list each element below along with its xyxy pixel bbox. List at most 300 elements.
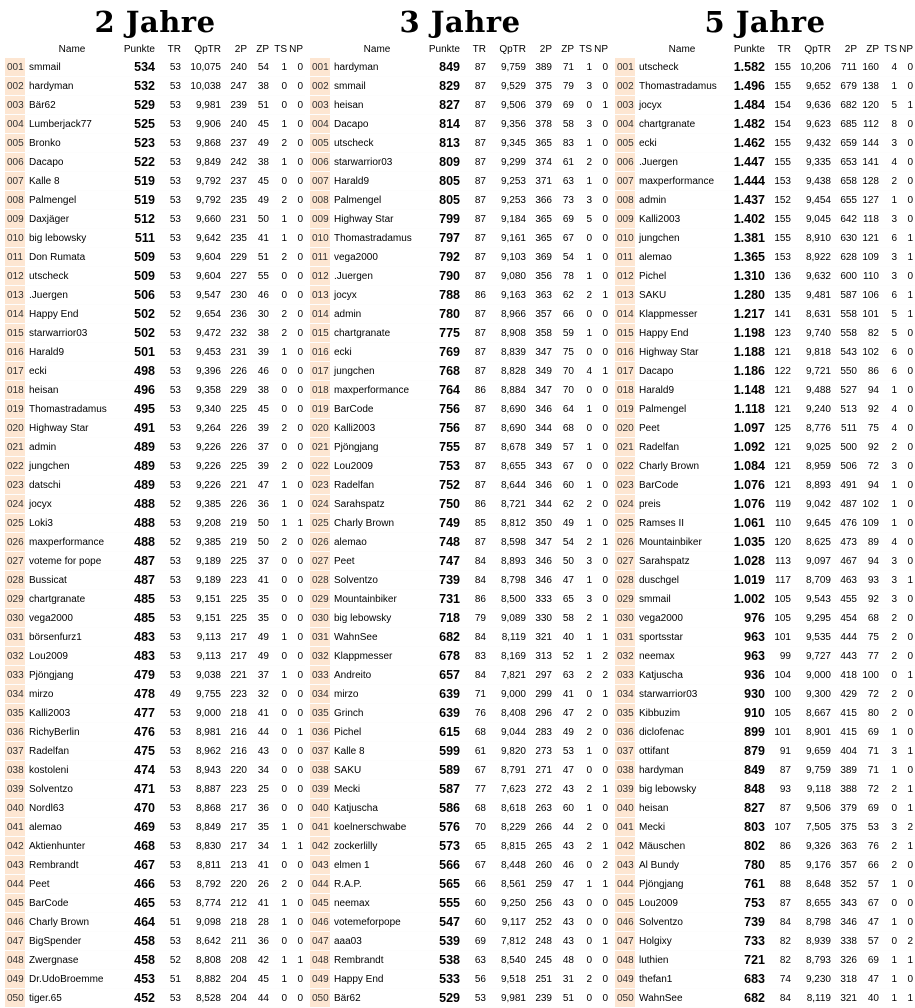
name-cell: jungchen xyxy=(330,362,424,381)
np-cell: 0 xyxy=(289,229,305,248)
zp-cell: 47 xyxy=(554,761,576,780)
qptr-cell: 8,655 xyxy=(793,894,833,913)
name-cell: votemeforpope xyxy=(330,913,424,932)
points-cell: 522 xyxy=(119,153,159,172)
tr-cell: 84 xyxy=(464,628,488,647)
rank-cell: 012 xyxy=(5,267,25,286)
2p-cell: 366 xyxy=(528,191,554,210)
2p-cell: 220 xyxy=(223,761,249,780)
table-row xyxy=(5,590,305,609)
rank-cell: 004 xyxy=(615,115,635,134)
tr-cell: 85 xyxy=(769,856,793,875)
ts-cell: 1 xyxy=(271,970,289,989)
rank-cell: 023 xyxy=(615,476,635,495)
table-row xyxy=(5,780,305,799)
qptr-cell: 9,632 xyxy=(793,267,833,286)
rank-cell: 016 xyxy=(5,343,25,362)
rank-cell: 028 xyxy=(5,571,25,590)
rank-cell: 022 xyxy=(310,457,330,476)
panel-title: 5 Jahre xyxy=(704,5,826,39)
points-cell: 1.035 xyxy=(729,533,769,552)
2p-cell: 217 xyxy=(223,837,249,856)
table-row xyxy=(615,552,915,571)
ts-cell: 1 xyxy=(271,514,289,533)
np-cell: 0 xyxy=(289,438,305,457)
rank-cell: 031 xyxy=(5,628,25,647)
zp-cell: 43 xyxy=(554,932,576,951)
table-row xyxy=(615,837,915,856)
np-cell: 0 xyxy=(899,704,915,723)
qptr-cell: 9,654 xyxy=(183,305,223,324)
zp-cell: 35 xyxy=(249,609,271,628)
2p-cell: 221 xyxy=(223,476,249,495)
ts-cell: 2 xyxy=(576,723,594,742)
name-cell: alemao xyxy=(25,818,119,837)
2p-cell: 236 xyxy=(223,305,249,324)
points-cell: 718 xyxy=(424,609,464,628)
2p-cell: 543 xyxy=(833,343,859,362)
table-row xyxy=(5,761,305,780)
qptr-cell: 8,882 xyxy=(183,970,223,989)
points-cell: 769 xyxy=(424,343,464,362)
np-cell: 0 xyxy=(594,495,610,514)
tr-cell: 125 xyxy=(769,419,793,438)
ts-cell: 2 xyxy=(881,172,899,191)
np-cell: 0 xyxy=(289,58,305,77)
qptr-cell: 8,667 xyxy=(793,704,833,723)
np-cell: 0 xyxy=(899,58,915,77)
rank-cell: 040 xyxy=(615,799,635,818)
rank-cell: 034 xyxy=(5,685,25,704)
points-cell: 467 xyxy=(119,856,159,875)
qptr-cell: 9,543 xyxy=(793,590,833,609)
name-cell: mirzo xyxy=(330,685,424,704)
points-cell: 1.002 xyxy=(729,590,769,609)
tr-cell: 53 xyxy=(159,761,183,780)
np-cell: 0 xyxy=(289,894,305,913)
points-cell: 761 xyxy=(729,875,769,894)
tr-cell: 53 xyxy=(159,989,183,1008)
2p-cell: 346 xyxy=(528,400,554,419)
np-cell: 0 xyxy=(594,894,610,913)
tr-cell: 105 xyxy=(769,590,793,609)
np-cell: 2 xyxy=(594,856,610,875)
tr-cell: 110 xyxy=(769,514,793,533)
rank-cell: 033 xyxy=(310,666,330,685)
rank-cell: 046 xyxy=(310,913,330,932)
zp-cell: 38 xyxy=(249,324,271,343)
ts-cell: 2 xyxy=(881,628,899,647)
2p-cell: 226 xyxy=(223,419,249,438)
points-cell: 509 xyxy=(119,248,159,267)
qptr-cell: 9,151 xyxy=(183,590,223,609)
points-cell: 529 xyxy=(424,989,464,1008)
ts-cell: 2 xyxy=(881,685,899,704)
2p-cell: 333 xyxy=(528,590,554,609)
ts-cell: 3 xyxy=(576,77,594,96)
ts-cell: 1 xyxy=(576,172,594,191)
name-cell: Pichel xyxy=(330,723,424,742)
table-row xyxy=(5,685,305,704)
2p-cell: 245 xyxy=(528,951,554,970)
ts-cell: 1 xyxy=(881,381,899,400)
np-cell: 0 xyxy=(289,609,305,628)
table-row xyxy=(615,913,915,932)
tr-cell: 88 xyxy=(769,875,793,894)
np-cell: 0 xyxy=(289,457,305,476)
name-cell: Mecki xyxy=(635,818,729,837)
2p-cell: 369 xyxy=(528,248,554,267)
ts-cell: 5 xyxy=(881,324,899,343)
2p-cell: 225 xyxy=(223,552,249,571)
name-cell: admin xyxy=(330,305,424,324)
2p-cell: 659 xyxy=(833,134,859,153)
tr-cell: 68 xyxy=(464,799,488,818)
rank-cell: 004 xyxy=(310,115,330,134)
points-cell: 748 xyxy=(424,533,464,552)
zp-cell: 35 xyxy=(249,818,271,837)
table-row xyxy=(615,438,915,457)
rank-cell: 050 xyxy=(615,989,635,1008)
ts-cell: 3 xyxy=(576,552,594,571)
tr-cell: 101 xyxy=(769,628,793,647)
zp-cell: 118 xyxy=(859,210,881,229)
ts-cell: 2 xyxy=(271,134,289,153)
table-row xyxy=(615,894,915,913)
rank-cell: 028 xyxy=(310,571,330,590)
zp-cell: 43 xyxy=(249,742,271,761)
qptr-cell: 9,488 xyxy=(793,381,833,400)
np-cell: 0 xyxy=(899,628,915,647)
2p-cell: 358 xyxy=(528,324,554,343)
np-cell: 0 xyxy=(289,552,305,571)
points-cell: 452 xyxy=(119,989,159,1008)
tr-cell: 65 xyxy=(464,837,488,856)
points-cell: 489 xyxy=(119,457,159,476)
table-row xyxy=(615,324,915,343)
tr-cell: 87 xyxy=(769,761,793,780)
ts-cell: 0 xyxy=(271,590,289,609)
table-row xyxy=(5,457,305,476)
qptr-cell: 9,396 xyxy=(183,362,223,381)
np-cell: 0 xyxy=(899,495,915,514)
zp-cell: 34 xyxy=(249,761,271,780)
points-cell: 1.437 xyxy=(729,191,769,210)
zp-cell: 50 xyxy=(249,210,271,229)
np-cell: 0 xyxy=(899,552,915,571)
points-cell: 509 xyxy=(119,267,159,286)
table-row xyxy=(5,628,305,647)
name-cell: Radelfan xyxy=(330,476,424,495)
np-cell: 1 xyxy=(899,666,915,685)
points-cell: 1.310 xyxy=(729,267,769,286)
name-cell: chartgranate xyxy=(330,324,424,343)
rank-cell: 008 xyxy=(615,191,635,210)
name-cell: jungchen xyxy=(635,229,729,248)
ts-cell: 1 xyxy=(271,818,289,837)
2p-cell: 349 xyxy=(528,362,554,381)
points-cell: 565 xyxy=(424,875,464,894)
qptr-cell: 10,038 xyxy=(183,77,223,96)
2p-cell: 346 xyxy=(528,476,554,495)
np-cell: 0 xyxy=(899,970,915,989)
name-cell: Sarahspatz xyxy=(330,495,424,514)
header-rank xyxy=(615,40,635,58)
np-cell: 0 xyxy=(289,856,305,875)
np-cell: 0 xyxy=(594,742,610,761)
table-row xyxy=(615,932,915,951)
table-row xyxy=(310,989,610,1008)
table-row xyxy=(615,590,915,609)
qptr-cell: 8,119 xyxy=(793,989,833,1008)
zp-cell: 46 xyxy=(249,362,271,381)
name-cell: Solventzo xyxy=(635,913,729,932)
points-cell: 502 xyxy=(119,305,159,324)
tr-cell: 87 xyxy=(464,324,488,343)
name-cell: Bär62 xyxy=(330,989,424,1008)
header-tr: TR xyxy=(167,43,181,55)
points-cell: 489 xyxy=(119,476,159,495)
qptr-cell: 9,118 xyxy=(793,780,833,799)
tr-cell: 76 xyxy=(464,704,488,723)
ts-cell: 1 xyxy=(271,115,289,134)
name-cell: preis xyxy=(635,495,729,514)
rank-cell: 025 xyxy=(615,514,635,533)
points-cell: 1.582 xyxy=(729,58,769,77)
rank-cell: 022 xyxy=(615,457,635,476)
rank-cell: 002 xyxy=(615,77,635,96)
rank-cell: 015 xyxy=(5,324,25,343)
ts-cell: 2 xyxy=(576,495,594,514)
2p-cell: 655 xyxy=(833,191,859,210)
np-cell: 0 xyxy=(594,324,610,343)
table-row xyxy=(5,989,305,1008)
ts-cell: 3 xyxy=(576,191,594,210)
table-row xyxy=(310,419,610,438)
np-cell: 0 xyxy=(289,362,305,381)
np-cell: 0 xyxy=(289,970,305,989)
rank-cell: 027 xyxy=(5,552,25,571)
2p-cell: 272 xyxy=(528,780,554,799)
table-row xyxy=(5,552,305,571)
table-row xyxy=(5,647,305,666)
rank-cell: 012 xyxy=(310,267,330,286)
name-cell: ottifant xyxy=(635,742,729,761)
table-row xyxy=(310,362,610,381)
points-cell: 1.186 xyxy=(729,362,769,381)
table-row xyxy=(5,381,305,400)
tr-cell: 53 xyxy=(159,210,183,229)
ts-cell: 0 xyxy=(271,571,289,590)
np-cell: 0 xyxy=(594,305,610,324)
2p-cell: 313 xyxy=(528,647,554,666)
np-cell: 0 xyxy=(594,457,610,476)
points-cell: 827 xyxy=(729,799,769,818)
2p-cell: 378 xyxy=(528,115,554,134)
tr-cell: 53 xyxy=(159,343,183,362)
ts-cell: 1 xyxy=(271,951,289,970)
qptr-cell: 10,075 xyxy=(183,58,223,77)
np-cell: 0 xyxy=(594,723,610,742)
qptr-cell: 8,868 xyxy=(183,799,223,818)
2p-cell: 365 xyxy=(528,229,554,248)
table-row xyxy=(5,799,305,818)
table-row xyxy=(615,989,915,1008)
points-cell: 963 xyxy=(729,647,769,666)
2p-cell: 321 xyxy=(833,989,859,1008)
table-row xyxy=(615,229,915,248)
zp-cell: 49 xyxy=(249,647,271,666)
table-row xyxy=(310,324,610,343)
qptr-cell: 9,660 xyxy=(183,210,223,229)
ts-cell: 2 xyxy=(881,438,899,457)
tr-cell: 74 xyxy=(769,970,793,989)
zp-cell: 78 xyxy=(554,267,576,286)
qptr-cell: 9,792 xyxy=(183,191,223,210)
zp-cell: 43 xyxy=(554,894,576,913)
2p-cell: 429 xyxy=(833,685,859,704)
ts-cell: 3 xyxy=(881,742,899,761)
points-cell: 678 xyxy=(424,647,464,666)
ts-cell: 2 xyxy=(881,609,899,628)
points-cell: 586 xyxy=(424,799,464,818)
header-rank xyxy=(5,40,25,58)
qptr-cell: 9,042 xyxy=(793,495,833,514)
qptr-cell: 9,264 xyxy=(183,419,223,438)
points-cell: 589 xyxy=(424,761,464,780)
zp-cell: 109 xyxy=(859,514,881,533)
qptr-cell: 9,759 xyxy=(793,761,833,780)
tr-cell: 155 xyxy=(769,134,793,153)
np-cell: 0 xyxy=(899,438,915,457)
rank-cell: 017 xyxy=(310,362,330,381)
points-cell: 1.118 xyxy=(729,400,769,419)
header-name: Name xyxy=(58,43,86,55)
np-cell: 0 xyxy=(289,305,305,324)
rank-cell: 019 xyxy=(5,400,25,419)
np-cell: 0 xyxy=(899,476,915,495)
zp-cell: 39 xyxy=(249,419,271,438)
rank-cell: 004 xyxy=(5,115,25,134)
points-cell: 721 xyxy=(729,951,769,970)
ts-cell: 4 xyxy=(576,362,594,381)
np-cell: 0 xyxy=(289,343,305,362)
2p-cell: 443 xyxy=(833,647,859,666)
qptr-cell: 9,659 xyxy=(793,742,833,761)
qptr-cell: 8,500 xyxy=(488,590,528,609)
2p-cell: 248 xyxy=(528,932,554,951)
points-cell: 682 xyxy=(424,628,464,647)
2p-cell: 216 xyxy=(223,742,249,761)
zp-cell: 71 xyxy=(859,742,881,761)
table-row xyxy=(5,533,305,552)
tr-cell: 87 xyxy=(464,438,488,457)
np-cell: 0 xyxy=(899,324,915,343)
name-cell: .Juergen xyxy=(25,286,119,305)
tr-cell: 121 xyxy=(769,476,793,495)
name-cell: koelnerschwabe xyxy=(330,818,424,837)
np-cell: 1 xyxy=(899,951,915,970)
name-cell: heisan xyxy=(635,799,729,818)
zp-cell: 39 xyxy=(249,343,271,362)
tr-cell: 67 xyxy=(464,761,488,780)
np-cell: 1 xyxy=(899,742,915,761)
zp-cell: 45 xyxy=(249,172,271,191)
name-cell: .Juergen xyxy=(635,153,729,172)
name-cell: Palmengel xyxy=(635,400,729,419)
header-np: NP xyxy=(899,43,913,55)
name-cell: Loki3 xyxy=(25,514,119,533)
zp-cell: 50 xyxy=(249,514,271,533)
ts-cell: 1 xyxy=(576,438,594,457)
points-cell: 803 xyxy=(729,818,769,837)
qptr-cell: 9,453 xyxy=(183,343,223,362)
np-cell: 0 xyxy=(899,856,915,875)
zp-cell: 57 xyxy=(554,438,576,457)
points-cell: 488 xyxy=(119,533,159,552)
ts-cell: 1 xyxy=(271,210,289,229)
2p-cell: 379 xyxy=(528,96,554,115)
zp-cell: 51 xyxy=(249,248,271,267)
2p-cell: 218 xyxy=(223,913,249,932)
name-cell: admin xyxy=(635,191,729,210)
ts-cell: 5 xyxy=(576,210,594,229)
name-cell: thefan1 xyxy=(635,970,729,989)
tr-cell: 53 xyxy=(159,875,183,894)
points-cell: 1.462 xyxy=(729,134,769,153)
np-cell: 0 xyxy=(899,77,915,96)
points-cell: 483 xyxy=(119,647,159,666)
rank-cell: 001 xyxy=(310,58,330,77)
zp-cell: 69 xyxy=(859,951,881,970)
qptr-cell: 8,815 xyxy=(488,837,528,856)
rank-cell: 017 xyxy=(5,362,25,381)
zp-cell: 70 xyxy=(554,362,576,381)
name-cell: starwarrior03 xyxy=(635,685,729,704)
points-cell: 639 xyxy=(424,704,464,723)
table-row xyxy=(310,514,610,533)
name-cell: Palmengel xyxy=(25,191,119,210)
name-cell: WahnSee xyxy=(330,628,424,647)
ts-cell: 0 xyxy=(271,438,289,457)
np-cell: 0 xyxy=(289,191,305,210)
ts-cell: 0 xyxy=(271,704,289,723)
ts-cell: 4 xyxy=(881,400,899,419)
qptr-cell: 8,962 xyxy=(183,742,223,761)
qptr-cell: 9,335 xyxy=(793,153,833,172)
table-row xyxy=(310,913,610,932)
name-cell: hardyman xyxy=(635,761,729,780)
points-cell: 477 xyxy=(119,704,159,723)
qptr-cell: 9,727 xyxy=(793,647,833,666)
qptr-cell: 9,226 xyxy=(183,438,223,457)
ts-cell: 1 xyxy=(881,514,899,533)
name-cell: jungchen xyxy=(25,457,119,476)
2p-cell: 237 xyxy=(223,172,249,191)
tr-cell: 87 xyxy=(464,77,488,96)
points-cell: 502 xyxy=(119,324,159,343)
ts-cell: 1 xyxy=(881,970,899,989)
2p-cell: 476 xyxy=(833,514,859,533)
np-cell: 1 xyxy=(899,96,915,115)
panel-title: 2 Jahre xyxy=(94,5,216,39)
table-row xyxy=(310,400,610,419)
np-cell: 1 xyxy=(594,837,610,856)
tr-cell: 87 xyxy=(464,457,488,476)
points-cell: 1.076 xyxy=(729,495,769,514)
rank-cell: 015 xyxy=(615,324,635,343)
table-row xyxy=(615,628,915,647)
